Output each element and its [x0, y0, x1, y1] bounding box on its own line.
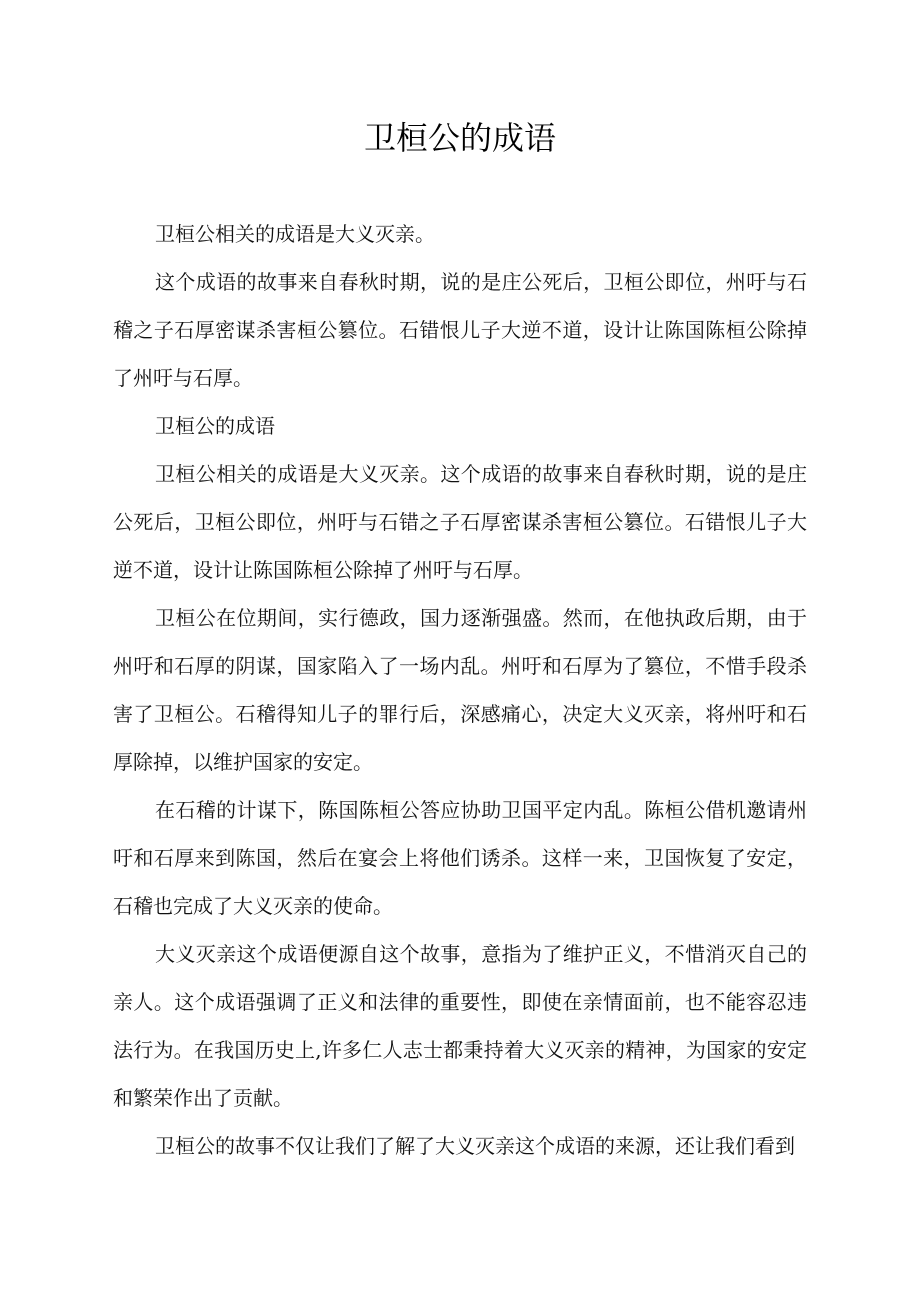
- paragraph-8: 卫桓公的故事不仅让我们了解了大义灭亲这个成语的来源，还让我们看到: [155, 1134, 795, 1158]
- paragraph-1: 卫桓公相关的成语是大义灭亲。: [155, 222, 435, 246]
- document-body: [113, 210, 807, 1170]
- document-title: 卫桓公的成语: [363, 119, 556, 157]
- paragraph-4: 卫桓公相关的成语是大义灭亲。这个成语的故事来自春秋时期，说的是庄公死后，卫桓公即位，州吁与石错之子石厚密谋杀害桓公篡位。石错恨儿子大逆不道，设计让陈国陈桓公除掉了州吁与石厚。: [113, 462, 807, 582]
- paragraph-5: 卫桓公在位期间，实行德政，国力逐渐强盛。然而，在他执政后期，由于州吁和石厚的阴谋，国家陷入了一场内乱。州吁和石厚为了篡位，不惜手段杀害了卫桓公。石稽得知儿子的罪行后，深感痛心，决定大义灭亲，将州吁和石厚除掉，以维护国家的安定。: [113, 606, 807, 774]
- paragraph-7: 大义灭亲这个成语便源自这个故事，意指为了维护正义，不惜消灭自己的亲人。这个成语强调了正义和法律的重要性，即使在亲情面前，也不能容忍违法行为。在我国历史上,许多仁人志士都秉持着大义灭亲的精神，为国家的安定和繁荣作出了贡献。: [113, 942, 807, 1110]
- paragraph-6: 在石稽的计谋下，陈国陈桓公答应协助卫国平定内乱。陈桓公借机邀请州吁和石厚来到陈国，然后在宴会上将他们诱杀。这样一来，卫国恢复了安定，石稽也完成了大义灭亲的使命。: [113, 798, 807, 918]
- paragraph-3-subheading: 卫桓公的成语: [155, 414, 275, 438]
- paragraph-2: 这个成语的故事来自春秋时期，说的是庄公死后，卫桓公即位，州吁与石稽之子石厚密谋杀害桓公篡位。石错恨儿子大逆不道，设计让陈国陈桓公除掉了州吁与石厚。: [113, 270, 807, 390]
